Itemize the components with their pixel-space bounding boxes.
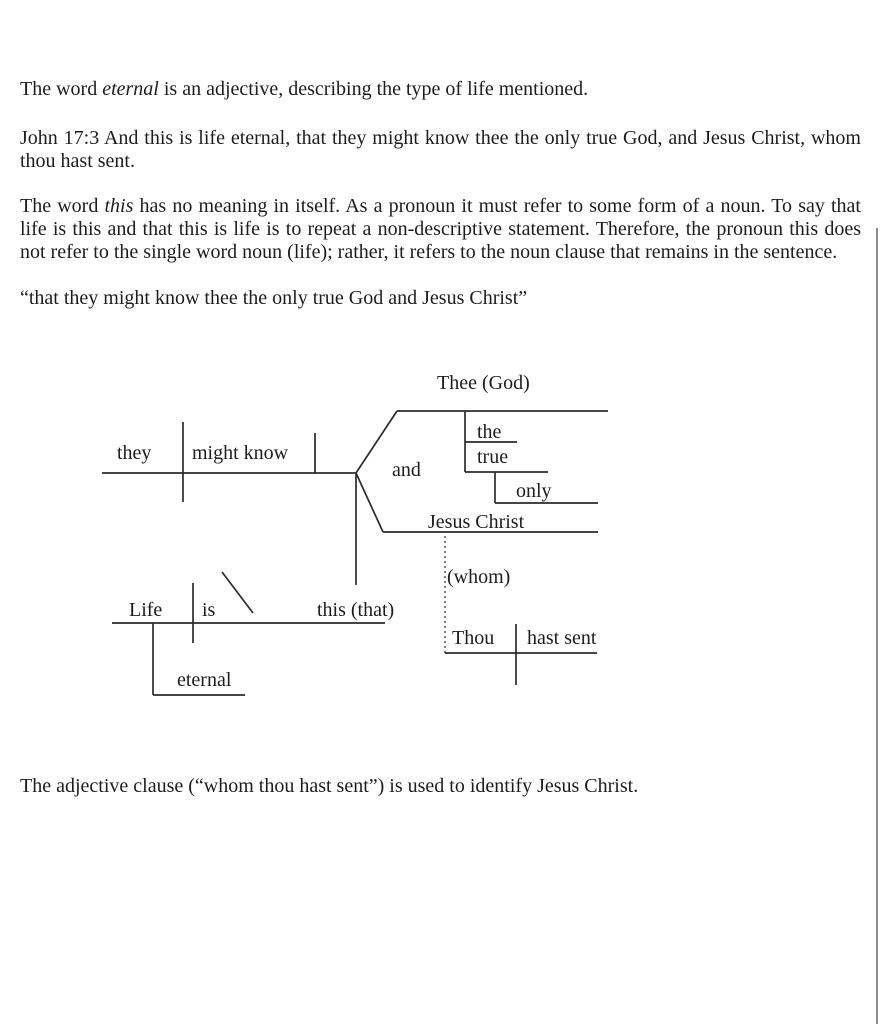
diagram-label-verb-hast-sent: hast sent <box>527 627 597 649</box>
diagram-label-relative-pronoun-whom: (whom) <box>447 566 511 588</box>
text-run: has no meaning in itself. As a pronoun it must refer to some form of a noun. To say that <box>133 195 861 217</box>
italic-word-eternal: eternal <box>102 78 159 100</box>
diagram-label-complement-this-that: this (that) <box>317 599 395 621</box>
diagram-label-modifier-only: only <box>516 480 552 502</box>
paragraph-eternal-intro <box>20 78 861 101</box>
diagram-label-verb-is: is <box>202 599 216 621</box>
explanation-line-1 <box>20 195 861 218</box>
text-run: The word <box>20 78 103 100</box>
diagram-label-subject-life: Life <box>129 599 163 621</box>
paragraph-conclusion: The adjective clause (“whom thou hast sent”) is used to identify Jesus Christ. <box>20 775 639 797</box>
text-run: is an adjective, describing the type of life mentioned. <box>158 78 589 100</box>
fork-upper-diagonal <box>356 411 397 473</box>
predicate-nominative-slash <box>222 572 253 613</box>
italic-word-this: this <box>104 195 134 217</box>
verse-line-2: thou hast sent. <box>20 150 135 172</box>
diagram-label-object-jesus-christ: Jesus Christ <box>428 511 525 533</box>
diagram-label-modifier-the: the <box>477 421 502 443</box>
diagram-label-modifier-eternal: eternal <box>177 669 232 691</box>
paragraph-verse <box>20 127 861 173</box>
diagram-label-subject-thou: Thou <box>452 627 495 649</box>
explanation-line-2: life is this and that this is life is to repeat a non-descriptive statement. Therefore, the pronoun this does <box>20 218 861 240</box>
paragraph-this-explanation <box>20 195 861 264</box>
verse-line-1: John 17:3 And this is life eternal, that they might know thee the only true God, and Jesus Christ, whom <box>20 127 861 149</box>
explanation-line-3: not refer to the single word noun (life); rather, it refers to the noun clause that remains in the sentence. <box>20 241 838 263</box>
diagram-label-modifier-true: true <box>477 446 509 468</box>
diagram-label-conjunction-and: and <box>392 459 421 481</box>
fork-lower-diagonal <box>356 473 383 532</box>
diagram-label-verb-might-know: might know <box>192 442 289 464</box>
paragraph-quote: “that they might know thee the only true God and Jesus Christ” <box>20 287 528 309</box>
diagram-label-subject-they: they <box>117 442 152 464</box>
diagram-label-object-thee-god: Thee (God) <box>437 372 530 394</box>
text-run: The word <box>20 195 105 217</box>
